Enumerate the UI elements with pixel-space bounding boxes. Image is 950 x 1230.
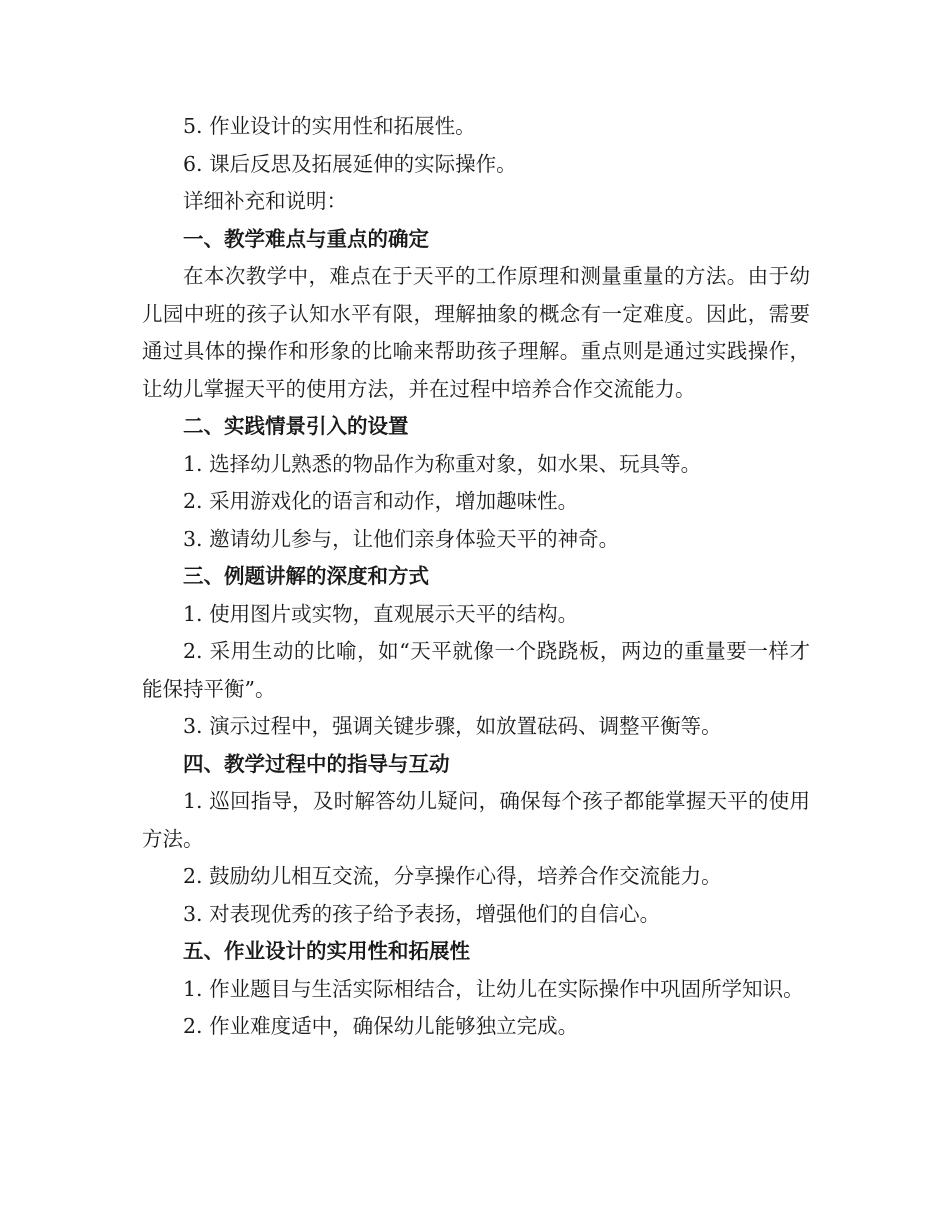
body-paragraph: 在本次教学中，难点在于天平的工作原理和测量重量的方法。由于幼儿园中班的孩子认知水平有限，理解抽象的概念有一定难度。因此，需要通过具体的操作和形象的比喻来帮助孩子理解。重点则是通过实践操作，让幼儿掌握天平的使用方法，并在过程中培养合作交流能力。 [142,264,810,401]
section-heading: 一、教学难点与重点的确定 [183,226,429,251]
list-item: 3. 邀请幼儿参与，让他们亲身体验天平的神奇。 [183,526,620,551]
list-item: 1. 选择幼儿熟悉的物品作为称重对象，如水果、玩具等。 [183,451,702,476]
list-item: 1. 巡回指导，及时解答幼儿疑问，确保每个孩子都能掌握天平的使用方法。 [142,789,810,851]
list-item: 1. 作业题目与生活实际相结合，让幼儿在实际操作中巩固所学知识。 [183,976,804,1001]
intro-line: 详细补充和说明： [183,189,347,213]
list-item: 2. 采用游戏化的语言和动作，增加趣味性。 [183,489,579,513]
list-item: 5. 作业设计的实用性和拓展性。 [183,114,476,138]
list-item: 6. 课后反思及拓展延伸的实际操作。 [183,151,517,176]
section-heading: 二、实践情景引入的设置 [183,414,409,438]
section-heading: 三、例题讲解的深度和方式 [183,564,429,588]
section-heading: 四、教学过程中的指导与互动 [183,751,450,776]
document-body [142,108,810,1046]
list-item: 1. 使用图片或实物，直观展示天平的结构。 [183,601,579,626]
list-item: 2. 鼓励幼儿相互交流，分享操作心得，培养合作交流能力。 [183,864,722,888]
list-item: 3. 对表现优秀的孩子给予表扬，增强他们的自信心。 [183,901,661,926]
list-item: 2. 作业难度适中，确保幼儿能够独立完成。 [183,1014,579,1038]
list-item: 3. 演示过程中，强调关键步骤，如放置砝码、调整平衡等。 [183,714,722,738]
section-heading: 五、作业设计的实用性和拓展性 [183,939,470,963]
list-item: 2. 采用生动的比喻，如“天平就像一个跷跷板，两边的重量要一样才能保持平衡”。 [142,639,810,701]
